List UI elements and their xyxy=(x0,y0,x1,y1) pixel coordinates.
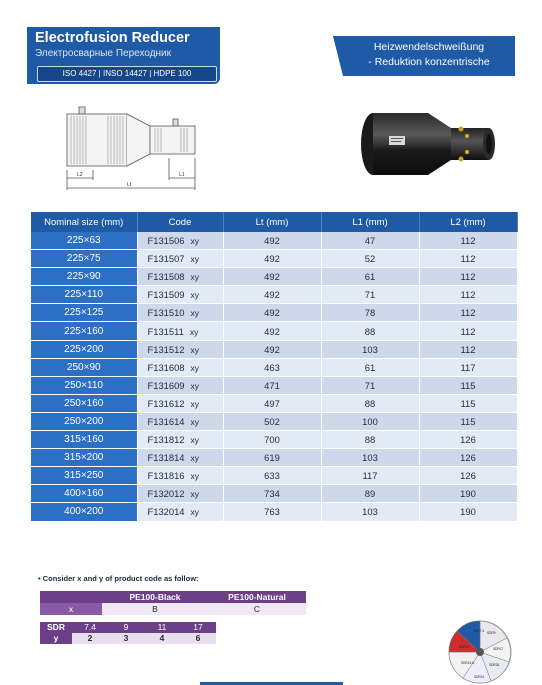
page-subtitle-russian: Электросварные Переходник xyxy=(35,48,172,59)
cell-code-value: F131512 xyxy=(147,343,185,355)
cell-l2: 190 xyxy=(419,503,517,521)
code-legend-note: • Consider x and y of product code as follow: xyxy=(38,574,199,583)
sdr-code-legend xyxy=(40,622,216,644)
cell-code-suffix: xy xyxy=(190,344,200,355)
cell-nominal-size: 315×250 xyxy=(31,467,137,485)
cell-lt: 492 xyxy=(223,250,321,268)
cell-lt: 492 xyxy=(223,340,321,358)
cell-l1: 78 xyxy=(321,304,419,322)
cell-code-value: F131614 xyxy=(147,415,185,427)
cell-lt: 502 xyxy=(223,412,321,430)
col-header-nominal-size: Nominal size (mm) xyxy=(31,212,137,232)
cell-code-suffix: xy xyxy=(190,453,200,464)
cell-l2: 112 xyxy=(419,232,517,250)
cell-lt: 492 xyxy=(223,268,321,286)
cell-nominal-size: 315×200 xyxy=(31,449,137,467)
cell-nominal-size: 225×200 xyxy=(31,340,137,358)
cell-lt: 497 xyxy=(223,394,321,412)
cell-code-value: F131510 xyxy=(147,307,185,319)
legend-y-value: 6 xyxy=(180,633,216,644)
dim-label-lt: Lt xyxy=(127,182,132,188)
german-title-line1: Heizwendelschweißung xyxy=(373,41,485,53)
german-title-line2: - Reduktion konzentrische xyxy=(368,56,490,68)
cell-l2: 112 xyxy=(419,286,517,304)
cell-code xyxy=(137,322,223,340)
col-header-code: Code xyxy=(137,212,223,232)
cell-l1: 61 xyxy=(321,268,419,286)
cell-nominal-size: 400×160 xyxy=(31,485,137,503)
cell-l1: 88 xyxy=(321,394,419,412)
cell-nominal-size: 225×90 xyxy=(31,268,137,286)
legend-sdr-label: SDR xyxy=(40,622,72,633)
dim-label-l2: L2 xyxy=(77,172,83,178)
cell-l2: 115 xyxy=(419,412,517,430)
cell-lt: 619 xyxy=(223,449,321,467)
table-row xyxy=(31,485,517,503)
cell-l1: 88 xyxy=(321,322,419,340)
table-row xyxy=(31,268,517,286)
cell-code-value: F131508 xyxy=(147,271,185,283)
cell-l2: 112 xyxy=(419,304,517,322)
cell-code-value: F132012 xyxy=(147,488,185,500)
table-row xyxy=(31,412,517,430)
cell-nominal-size: 225×160 xyxy=(31,322,137,340)
cell-lt: 492 xyxy=(223,232,321,250)
cell-nominal-size: 250×160 xyxy=(31,394,137,412)
col-header-l1: L1 (mm) xyxy=(321,212,419,232)
cell-code-suffix: xy xyxy=(190,435,200,446)
legend-y-value: 2 xyxy=(72,633,108,644)
wheel-label: SDR26 xyxy=(489,663,500,667)
table-row xyxy=(31,449,517,467)
cell-code-suffix: xy xyxy=(190,489,200,500)
cell-l1: 71 xyxy=(321,376,419,394)
cell-code xyxy=(137,467,223,485)
cell-code-value: F131509 xyxy=(147,289,185,301)
wheel-label: SDR7.4 xyxy=(473,629,485,633)
cell-code-suffix: xy xyxy=(190,507,200,518)
table-row xyxy=(31,394,517,412)
cell-code xyxy=(137,503,223,521)
dim-label-l1: L1 xyxy=(179,172,185,178)
table-row xyxy=(31,376,517,394)
wheel-label: SDR17 xyxy=(493,647,504,651)
cell-nominal-size: 400×200 xyxy=(31,503,137,521)
cell-code xyxy=(137,431,223,449)
col-header-lt: Lt (mm) xyxy=(223,212,321,232)
cell-code xyxy=(137,286,223,304)
cell-code-value: F131507 xyxy=(147,253,185,265)
cell-l1: 61 xyxy=(321,358,419,376)
cell-lt: 463 xyxy=(223,358,321,376)
legend-sdr-value: 17 xyxy=(180,622,216,633)
table-row xyxy=(31,250,517,268)
cell-nominal-size: 225×75 xyxy=(31,250,137,268)
cell-code-value: F131609 xyxy=(147,379,185,391)
cell-code-suffix: xy xyxy=(190,416,200,427)
legend-y-label: y xyxy=(40,633,72,644)
cell-code-suffix: xy xyxy=(190,254,200,265)
cell-code-suffix: xy xyxy=(190,308,200,319)
cell-nominal-size: 250×90 xyxy=(31,358,137,376)
cell-code-suffix: xy xyxy=(190,398,200,409)
legend-x-label: x xyxy=(40,603,102,615)
cell-l2: 126 xyxy=(419,449,517,467)
cell-nominal-size: 225×63 xyxy=(31,232,137,250)
col-header-l2: L2 (mm) xyxy=(419,212,517,232)
cell-lt: 492 xyxy=(223,322,321,340)
cell-code-value: F131511 xyxy=(147,325,184,337)
material-code-legend xyxy=(40,591,306,615)
cell-l1: 117 xyxy=(321,467,419,485)
cell-code-suffix: xy xyxy=(189,326,199,337)
wheel-label: SDR11 xyxy=(459,645,470,649)
wheel-label: SDR41 xyxy=(474,675,485,679)
legend-y-value: 4 xyxy=(144,633,180,644)
table-row xyxy=(31,467,517,485)
cell-code-value: F131506 xyxy=(147,235,185,247)
cell-lt: 492 xyxy=(223,286,321,304)
cell-l1: 100 xyxy=(321,412,419,430)
cell-code-value: F131608 xyxy=(147,361,185,373)
cell-l1: 71 xyxy=(321,286,419,304)
cell-l2: 112 xyxy=(419,340,517,358)
cell-code xyxy=(137,485,223,503)
cell-lt: 471 xyxy=(223,376,321,394)
cell-l1: 103 xyxy=(321,503,419,521)
legend-pe100-natural: PE100-Natural xyxy=(208,591,306,603)
cell-l2: 115 xyxy=(419,394,517,412)
wheel-label: SDR9 xyxy=(487,631,496,635)
cell-code xyxy=(137,304,223,322)
cell-code xyxy=(137,358,223,376)
table-row xyxy=(31,232,517,250)
table-row xyxy=(31,503,517,521)
cell-l2: 112 xyxy=(419,250,517,268)
cell-l1: 47 xyxy=(321,232,419,250)
cell-l1: 52 xyxy=(321,250,419,268)
cell-code xyxy=(137,268,223,286)
cell-l2: 115 xyxy=(419,376,517,394)
cell-lt: 492 xyxy=(223,304,321,322)
german-title-banner xyxy=(343,36,515,76)
legend-pe100-black: PE100-Black xyxy=(102,591,208,603)
table-row xyxy=(31,286,517,304)
cell-code-suffix: xy xyxy=(190,380,200,391)
cell-lt: 700 xyxy=(223,431,321,449)
legend-sdr-value: 9 xyxy=(108,622,144,633)
table-row xyxy=(31,358,517,376)
cell-l2: 126 xyxy=(419,431,517,449)
cell-code xyxy=(137,412,223,430)
cell-code-value: F131814 xyxy=(147,452,185,464)
cell-code xyxy=(137,394,223,412)
legend-black-code: B xyxy=(102,603,208,615)
cell-code-value: F131812 xyxy=(147,434,185,446)
standards-badge: ISO 4427 | INSO 14427 | HDPE 100 xyxy=(37,66,217,82)
cell-code-suffix: xy xyxy=(190,272,200,283)
dimensions-table xyxy=(31,212,518,522)
table-row xyxy=(31,322,517,340)
cell-code xyxy=(137,340,223,358)
cell-nominal-size: 250×200 xyxy=(31,412,137,430)
reducer-product-photo xyxy=(353,106,503,181)
cell-code-suffix: xy xyxy=(190,236,200,247)
cell-code xyxy=(137,449,223,467)
cell-nominal-size: 225×110 xyxy=(31,286,137,304)
cell-code-value: F131612 xyxy=(147,397,185,409)
cell-lt: 734 xyxy=(223,485,321,503)
cell-code-suffix: xy xyxy=(190,471,200,482)
cell-l1: 103 xyxy=(321,340,419,358)
reducer-technical-drawing xyxy=(55,106,215,194)
cell-l2: 126 xyxy=(419,467,517,485)
cell-nominal-size: 315×160 xyxy=(31,431,137,449)
cell-code-suffix: xy xyxy=(190,362,200,373)
cell-l2: 112 xyxy=(419,268,517,286)
sdr-color-wheel xyxy=(441,616,519,684)
table-row xyxy=(31,304,517,322)
cell-code-value: F132014 xyxy=(147,506,185,518)
table-header-row xyxy=(31,212,517,232)
cell-lt: 763 xyxy=(223,503,321,521)
legend-sdr-value: 7.4 xyxy=(72,622,108,633)
cell-l2: 117 xyxy=(419,358,517,376)
cell-code xyxy=(137,232,223,250)
cell-nominal-size: 225×125 xyxy=(31,304,137,322)
cell-l1: 88 xyxy=(321,431,419,449)
table-row xyxy=(31,431,517,449)
cell-code-suffix: xy xyxy=(190,290,200,301)
cell-code xyxy=(137,376,223,394)
cell-code-value: F131816 xyxy=(147,470,185,482)
cell-lt: 633 xyxy=(223,467,321,485)
cell-code xyxy=(137,250,223,268)
cell-l1: 89 xyxy=(321,485,419,503)
cell-nominal-size: 250×110 xyxy=(31,376,137,394)
table-row xyxy=(31,340,517,358)
wheel-label: SDR13.6 xyxy=(461,661,474,665)
legend-y-value: 3 xyxy=(108,633,144,644)
cell-l1: 103 xyxy=(321,449,419,467)
legend-sdr-value: 11 xyxy=(144,622,180,633)
cell-l2: 112 xyxy=(419,322,517,340)
legend-natural-code: C xyxy=(208,603,306,615)
cell-l2: 190 xyxy=(419,485,517,503)
page-title: Electrofusion Reducer xyxy=(35,30,190,46)
